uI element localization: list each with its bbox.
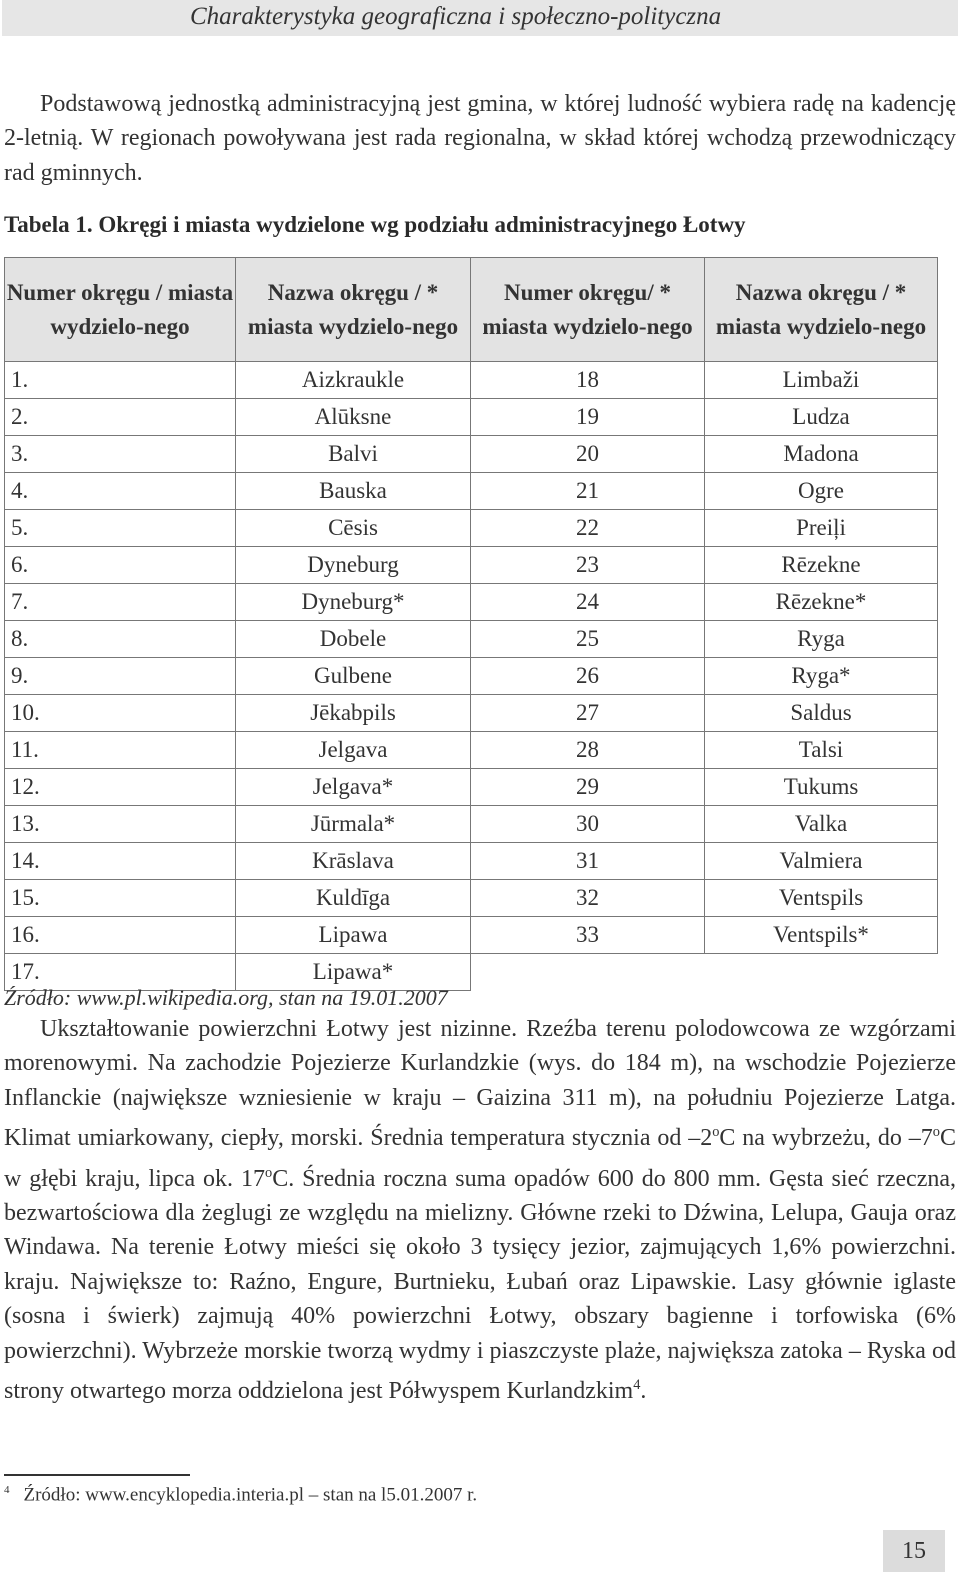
cell-number-2: 23 [471,547,705,584]
table-row [5,695,938,732]
cell-name-2: Limbaži [705,362,938,399]
table-row [5,769,938,806]
cell-number: 15. [5,880,236,917]
cell-name: Jelgava [236,732,471,769]
cell-number: 11. [5,732,236,769]
cell-name: Aizkraukle [236,362,471,399]
table-source-note: Źródło: www.pl.wikipedia.org, stan na 19.01.2007 [4,985,448,1010]
degree-mark: o [932,1124,940,1141]
geography-text-3: C w głębi kraju, lipca ok. 17 [4,1125,956,1192]
table-label: Tabela 1. [4,212,93,237]
header-district-name: Nazwa okręgu / * miasta wydzielo-nego [236,258,471,362]
cell-number-2: 22 [471,510,705,547]
table-caption [4,212,746,238]
cell-name-2: Ryga* [705,658,938,695]
cell-number: 16. [5,917,236,954]
table-row [5,399,938,436]
cell-number-2: 29 [471,769,705,806]
cell-name-2: Rēzekne* [705,584,938,621]
geography-text-4: C. Średnia roczna suma opadów 600 do 800 mm. Gęsta sieć rzeczna, bezwartościowa dla żeglugi ze względu na mielizny. Główne rzeki to Dźwina, Lelupa, Gauja oraz Windawa. Na terenie Łotwy mieści się około 3 tysięcy jezior, zajmujących 1,6% powierzchni. kraju. Największe to: Raźno, Engure, Burtnieku, Łubań oraz Lipawskie. Lasy głównie iglaste (sosna i świerk) zajmują 40% powierzchni Łotwy, obszary bagienne i torfowiska (6% powierzchni). Wybrzeże morskie tworzą wydmy i piaszczyste plaże, największa zatoka – Ryska od strony otwartego morza oddzielona jest Półwyspem Kurlandzkim [4,1165,956,1405]
table-row [5,880,938,917]
footnote-text: Źródło: www.encyklopedia.interia.pl – stan na l5.01.2007 r. [23,1484,478,1506]
cell-name-2: Ventspils* [705,917,938,954]
table-row [5,621,938,658]
cell-name-2: Rēzekne [705,547,938,584]
cell-number: 6. [5,547,236,584]
running-header-band [2,0,958,36]
cell-name-2: Valmiera [705,843,938,880]
cell-name-2: Ludza [705,399,938,436]
districts-table [4,257,938,991]
geography-text-end: . [640,1378,647,1405]
table-row [5,473,938,510]
degree-mark: o [712,1124,720,1141]
table-row [5,584,938,621]
footnote [4,1484,477,1506]
cell-name: Cēsis [236,510,471,547]
cell-name-2: Tukums [705,769,938,806]
header-district-number-2: Numer okręgu/ * miasta wydzielo-nego [471,258,705,362]
cell-name: Jūrmala* [236,806,471,843]
cell-number-2: 26 [471,658,705,695]
cell-number-2: 31 [471,843,705,880]
cell-number-2: 21 [471,473,705,510]
cell-number-2: 20 [471,436,705,473]
footnote-divider [4,1474,190,1476]
table-row [5,547,938,584]
cell-number-2: 19 [471,399,705,436]
running-header: Charakterystyka geograficzna i społeczno-polityczna [190,3,722,30]
cell-number: 14. [5,843,236,880]
cell-number: 10. [5,695,236,732]
geography-paragraph [4,1012,956,1408]
cell-number-2: 25 [471,621,705,658]
footnote-marker: 4 [4,1484,10,1496]
cell-name-2: Ryga [705,621,938,658]
degree-mark: o [264,1164,273,1181]
cell-name-2: Ogre [705,473,938,510]
cell-number-2: 32 [471,880,705,917]
footnote-reference: 4 [633,1377,641,1394]
cell-name-2: Ventspils [705,880,938,917]
cell-name-2 [705,954,938,991]
cell-name: Balvi [236,436,471,473]
cell-name: Dobele [236,621,471,658]
cell-number: 17. [5,954,236,991]
cell-name-2: Saldus [705,695,938,732]
cell-name-2: Madona [705,436,938,473]
cell-name: Lipawa [236,917,471,954]
table-row [5,806,938,843]
table-row [5,843,938,880]
cell-name: Jēkabpils [236,695,471,732]
cell-name: Krāslava [236,843,471,880]
table-row [5,732,938,769]
table-row [5,436,938,473]
cell-number: 4. [5,473,236,510]
cell-number: 1. [5,362,236,399]
cell-number: 9. [5,658,236,695]
table-title: Okręgi i miasta wydzielone wg podziału administracyjnego Łotwy [98,212,746,237]
cell-number: 7. [5,584,236,621]
cell-name: Jelgava* [236,769,471,806]
cell-number: 2. [5,399,236,436]
header-district-number: Numer okręgu / miasta wydzielo-nego [5,258,236,362]
table-row [5,362,938,399]
header-district-name-2: Nazwa okręgu / * miasta wydzielo-nego [705,258,938,362]
cell-number-2: 18 [471,362,705,399]
table-row [5,658,938,695]
cell-number-2: 28 [471,732,705,769]
cell-name: Bauska [236,473,471,510]
cell-name-2: Talsi [705,732,938,769]
cell-name: Lipawa* [236,954,471,991]
cell-name: Dyneburg* [236,584,471,621]
cell-number: 12. [5,769,236,806]
cell-name: Kuldīga [236,880,471,917]
cell-number-2: 30 [471,806,705,843]
cell-name-2: Preiļi [705,510,938,547]
cell-name-2: Valka [705,806,938,843]
cell-name: Gulbene [236,658,471,695]
intro-paragraph [4,87,956,190]
cell-number: 3. [5,436,236,473]
cell-number-2: 27 [471,695,705,732]
table-header-row [5,258,938,362]
cell-name: Dyneburg [236,547,471,584]
cell-number: 8. [5,621,236,658]
cell-name: Alūksne [236,399,471,436]
cell-number-2: 33 [471,917,705,954]
table-row [5,917,938,954]
page-number: 15 [883,1530,945,1572]
cell-number: 5. [5,510,236,547]
intro-paragraph-text: Podstawową jednostką administracyjną jest gmina, w której ludność wybiera radę na kadencję 2-letnią. W regionach powoływana jest rada regionalna, w skład której wchodzą przewodniczący rad gminnych. [4,91,956,186]
table-row [5,510,938,547]
cell-number: 13. [5,806,236,843]
cell-number-2: 24 [471,584,705,621]
cell-number-2 [471,954,705,991]
geography-text-1: Ukształtowanie powierzchni Łotwy jest nizinne. Rzeźba terenu polodowcowa ze wzgórzami morenowymi. Na zachodzie Pojezierze Kurlandzkie (wys. do 184 m), na wschodzie Pojezierze Inflanckie (największe wzniesienie w kraju – Gaizina 311 m), na południu Pojezierze Latga. Klimat umiarkowany, ciepły, morski. Średnia temperatura stycznia od –2 [4,1016,956,1152]
geography-text-2: C na wybrzeżu, do –7 [719,1125,933,1152]
